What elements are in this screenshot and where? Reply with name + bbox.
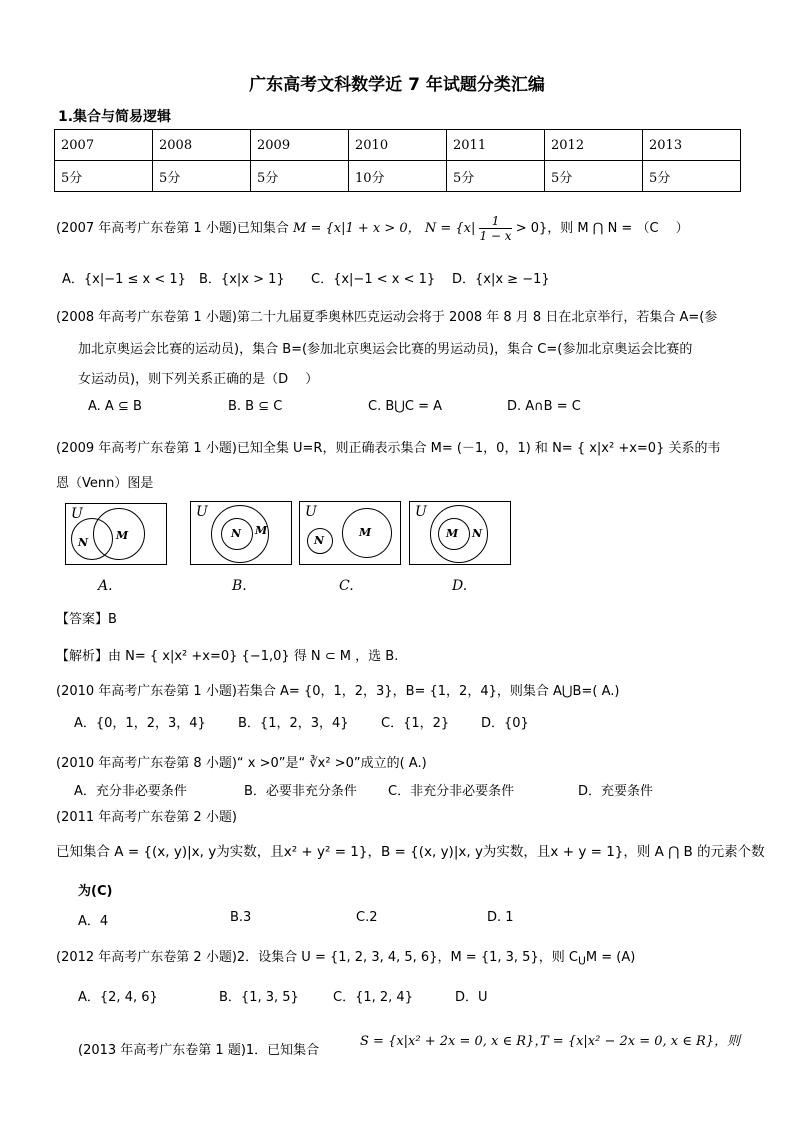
question-2009-line: (2009 年高考广东卷第 1 小题)已知全集 U=R，则正确表示集合 M= (－1，0，1) 和 N= { x|x² +x=0} 关系的韦	[56, 441, 721, 456]
set-t-definition: T = {x|x² − 2x = 0, x ∈ R}，则	[540, 1034, 741, 1049]
subscript: U	[577, 954, 586, 968]
label-m: M	[359, 526, 372, 539]
table-cell: 5分	[545, 161, 643, 192]
label-n: N	[472, 527, 483, 540]
table-cell: 2013	[643, 130, 741, 161]
universal-set-label: U	[71, 506, 83, 522]
option-d: D．U	[455, 990, 488, 1005]
table-cell: 2009	[251, 130, 349, 161]
set-m-definition: M = {x|1 + x > 0，	[293, 221, 421, 236]
option-d: D. A∩B = C	[507, 399, 581, 414]
option-c: C．非充分非必要条件	[388, 784, 515, 799]
table-cell: 2010	[349, 130, 447, 161]
option-a: A．{2, 4, 6}	[78, 990, 158, 1005]
question-2013-source: (2013 年高考广东卷第 1 题)1．已知集合	[78, 1043, 320, 1058]
question-2012-end: M = (A)	[585, 950, 636, 965]
venn-diagram-a	[65, 503, 167, 565]
fraction-numerator: 1	[479, 214, 511, 229]
option-b: B.3	[230, 910, 252, 925]
table-row-years	[55, 130, 741, 161]
venn-diagram-b	[190, 501, 292, 565]
option-c: C．{x|−1 < x < 1}	[311, 272, 436, 287]
label-n: N	[314, 534, 325, 547]
question-source: (2007 年高考广东卷第 1 小题)已知集合	[56, 221, 289, 236]
score-table	[54, 129, 741, 192]
venn-diagram-d	[409, 501, 511, 565]
option-c: C．{1，2}	[381, 716, 450, 731]
option-b: B．{x|x > 1}	[199, 272, 285, 287]
question-2008-line: (2008 年高考广东卷第 1 小题)第二十九届夏季奥林匹克运动会将于 2008 年 8 月 8 日在北京举行，若集合 A=(参	[56, 310, 718, 325]
option-d: D．{x|x ≥ −1}	[452, 272, 550, 287]
universal-set-label: U	[415, 504, 427, 520]
universal-set-label: U	[196, 504, 208, 520]
option-a: A. A ⊆ B	[88, 399, 142, 414]
question-2012-text: (2012 年高考广东卷第 2 小题)2．设集合 U = {1, 2, 3, 4, 5, 6}，M = {1, 3, 5}，则 C	[56, 950, 578, 965]
option-a: A．4	[78, 914, 109, 929]
set-s-definition: S = {x|x² + 2x = 0, x ∈ R}，	[360, 1034, 548, 1049]
question-2010b: (2010 年高考广东卷第 8 小题)“ x >0”是“ ∛x² >0”成立的( A.)	[56, 756, 427, 771]
question-2009-line: 恩（Venn）图是	[56, 476, 154, 491]
set-n-right: > 0}，则 M ⋂ N = （C ）	[515, 221, 689, 236]
option-d: D．{0}	[481, 716, 529, 731]
label-m: M	[116, 529, 129, 542]
option-b: B. B ⊆ C	[228, 399, 283, 414]
venn-diagram-c	[299, 501, 401, 565]
fraction-denominator: 1 − x	[479, 229, 512, 243]
label-m: M	[446, 527, 459, 540]
option-b: B．{1, 3, 5}	[219, 990, 299, 1005]
table-cell: 5分	[153, 161, 251, 192]
option-a: A．充分非必要条件	[74, 784, 187, 799]
table-cell: 5分	[55, 161, 153, 192]
question-2010a: (2010 年高考广东卷第 1 小题)若集合 A= {0，1，2，3}，B= {1，2，4}，则集合 A⋃B=( A.)	[56, 684, 620, 699]
table-cell: 2012	[545, 130, 643, 161]
set-n-left: N = {x|	[424, 221, 476, 236]
option-c: C．{1, 2, 4}	[333, 990, 413, 1005]
label-n: N	[231, 527, 242, 540]
question-2008-line: 女运动员)，则下列关系正确的是（D ）	[78, 372, 319, 387]
venn-label-d: D.	[452, 578, 468, 594]
option-a: A．{0，1，2，3，4}	[74, 716, 206, 731]
option-b: B．必要非充分条件	[244, 784, 357, 799]
table-cell: 10分	[349, 161, 447, 192]
option-a: A．{x|−1 ≤ x < 1}	[62, 272, 186, 287]
question-2008-line: 加北京奥运会比赛的运动员)，集合 B=(参加北京奥运会比赛的男运动员)，集合 C=(参加北京奥运会比赛的	[78, 342, 693, 357]
label-m: M	[255, 524, 268, 537]
table-cell: 5分	[251, 161, 349, 192]
question-2007	[56, 214, 689, 243]
venn-label-b: B.	[232, 578, 247, 594]
table-row-scores	[55, 161, 741, 192]
label-n: N	[78, 536, 89, 549]
option-d: D. 1	[487, 910, 514, 925]
question-2011-source: (2011 年高考广东卷第 2 小题)	[56, 810, 237, 825]
answer: 【答案】B	[56, 612, 117, 627]
option-d: D．充要条件	[578, 784, 654, 799]
option-b: B．{1，2，3，4}	[238, 716, 349, 731]
section-title: 1.集合与简易逻辑	[58, 109, 172, 125]
question-2012	[56, 946, 635, 968]
question-2011-line: 为(C)	[78, 884, 113, 899]
venn-label-a: A.	[98, 578, 113, 594]
venn-label-c: C.	[339, 578, 354, 594]
document-title: 广东高考文科数学近 7 年试题分类汇编	[249, 75, 545, 95]
table-cell: 2011	[447, 130, 545, 161]
option-c: C.2	[356, 910, 378, 925]
table-cell: 2008	[153, 130, 251, 161]
universal-set-label: U	[305, 504, 317, 520]
table-cell: 5分	[447, 161, 545, 192]
table-cell: 5分	[643, 161, 741, 192]
analysis: 【解析】由 N= { x|x² +x=0} {−1,0} 得 N ⊂ M ，选 B.	[56, 649, 399, 664]
table-cell: 2007	[55, 130, 153, 161]
question-2011-line: 已知集合 A = {(x, y)|x, y为实数，且x² + y² = 1}，B = {(x, y)|x, y为实数，且x + y = 1}，则 A ⋂ B 的元素个数	[56, 844, 765, 860]
fraction	[479, 214, 511, 243]
option-c: C. B⋃C = A	[368, 399, 443, 414]
